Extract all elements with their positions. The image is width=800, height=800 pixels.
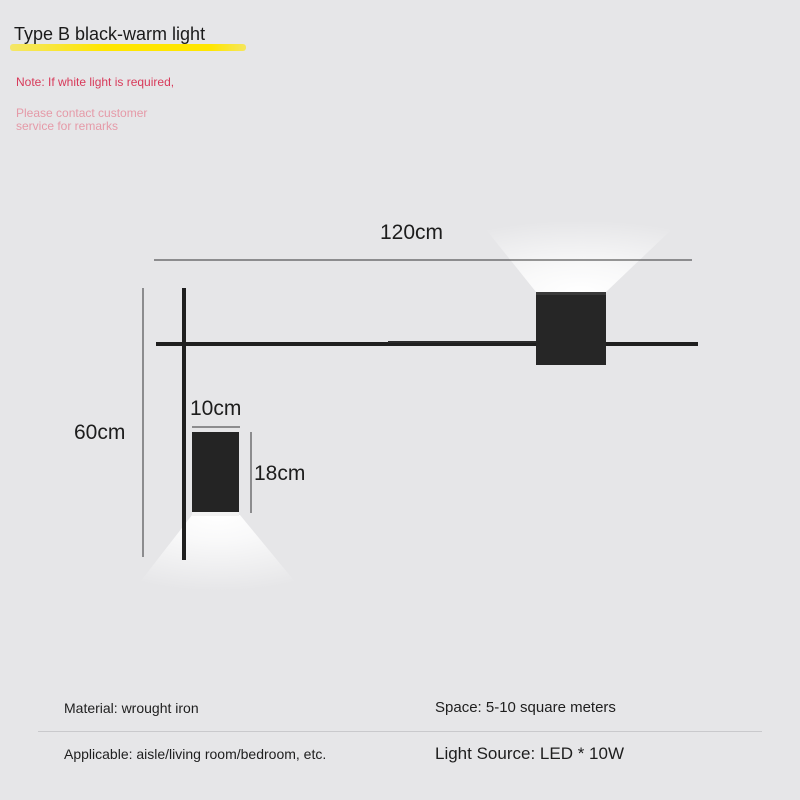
- width-label: 120cm: [380, 221, 444, 244]
- shade-height-label: 18cm: [254, 462, 306, 485]
- note-line-2: Please contact customer service for remarks: [16, 106, 148, 133]
- height-label: 60cm: [74, 421, 126, 444]
- spec-applicable: Applicable: aisle/living room/bedroom, etc.: [64, 746, 327, 762]
- page-title: Type B black-warm light: [14, 24, 206, 44]
- spec-space: Space: 5-10 square meters: [435, 699, 616, 716]
- upper-shade: [536, 292, 606, 365]
- upper-light-beam: [472, 212, 690, 292]
- title-highlight: [10, 44, 246, 51]
- note-line-1: Note: If white light is required,: [16, 75, 175, 89]
- spec-light-source: Light Source: LED * 10W: [435, 744, 624, 763]
- lower-shade: [192, 432, 239, 515]
- horizontal-arm-joint: [388, 341, 538, 343]
- upper-shade-edge: [536, 292, 606, 295]
- vertical-bar: [182, 288, 186, 560]
- divider: [38, 731, 762, 732]
- lower-shade-bottom-glow: [192, 512, 239, 516]
- spec-material: Material: wrought iron: [64, 700, 199, 716]
- depth-label: 10cm: [190, 397, 242, 420]
- lower-light-beam: [126, 515, 310, 600]
